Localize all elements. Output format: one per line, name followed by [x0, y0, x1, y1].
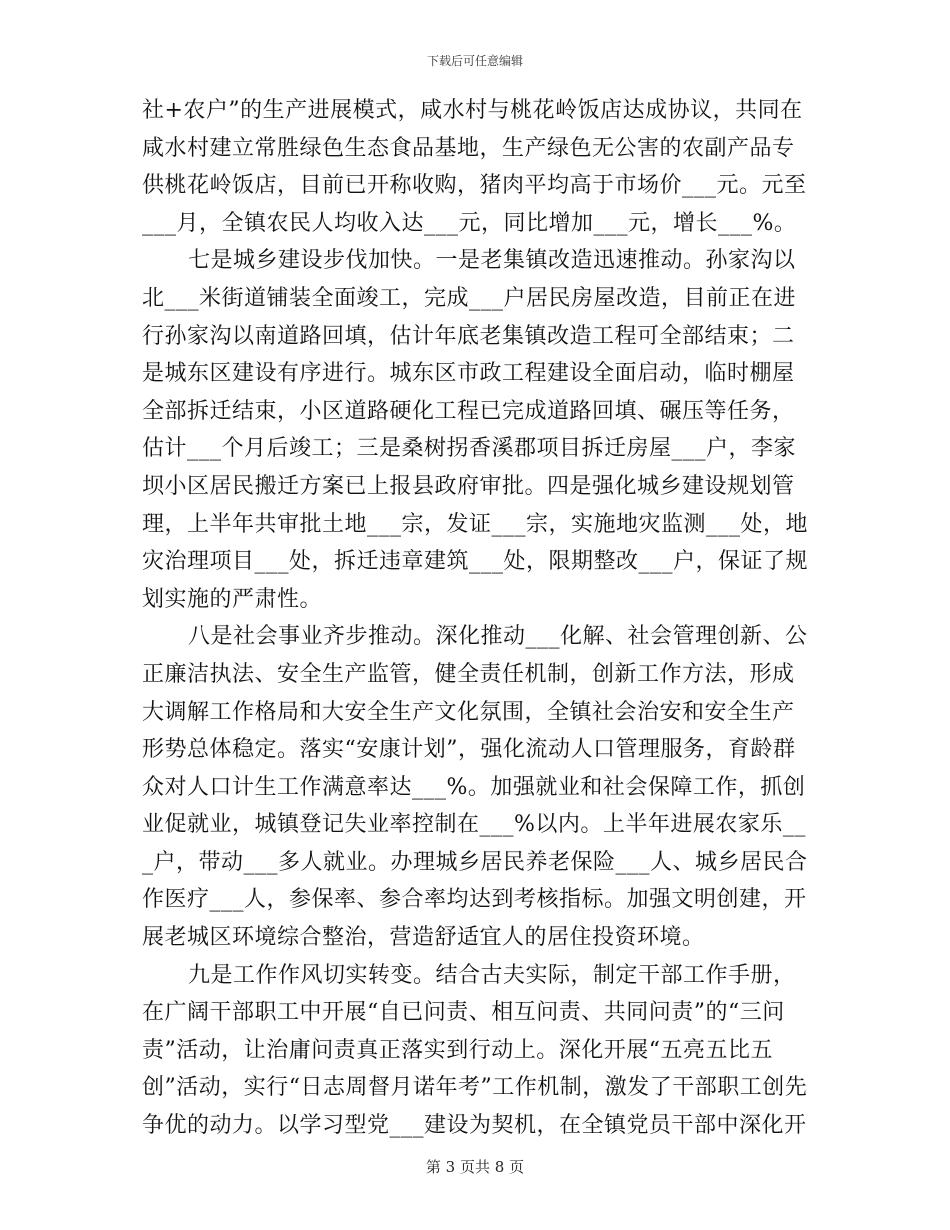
- paragraph-work-style: 九是工作作风切实转变。结合古夫实际，制定干部工作手册，在广阔干部职工中开展“自已问责、相互问责、共同问责”的“三问责”活动，让治庸问责真正落实到行动上。深化开展“五亮五比五创”活动，实行“日志周督月诺年考”工作机制，激发了干部职工创先争优的动力。以学习型党___建设为契机，在全镇党员干部中深化开: [142, 962, 808, 1139]
- paragraph-social-affairs: 八是社会事业齐步推动。深化推动___化解、社会管理创新、公正廉洁执法、安全生产监管，健全责任机制，创新工作方法，形成大调解工作格局和大安全生产文化氛围，全镇社会治安和安全生产形势总体稳定。落实“安康计划”，强化流动人口管理服务，育龄群众对人口计生工作满意率达___%。加强就业和社会保障工作，抓创业促就业，城镇登记失业率控制在___%以内。上半年进展农家乐___户，带动___多人就业。办理城乡居民养老保险___人、城乡居民合作医疗___人，参保率、参合率均达到考核指标。加强文明创建，开展老城区环境综合整治，营造舒适宜人的居住投资环境。: [142, 624, 808, 951]
- page-header: 下载后可任意编辑: [426, 54, 523, 68]
- paragraph-continuation: 社+农户”的生产进展模式，咸水村与桃花岭饭店达成协议，共同在咸水村建立常胜绿色生态食品基地，生产绿色无公害的农副产品专供桃花岭饭店，目前已开称收购，猪肉平均高于市场价___元。元至___月，全镇农民人均收入达___元，同比增加___元，增长___%。: [142, 98, 807, 236]
- paragraph-urban-construction: 七是城乡建设步伐加快。一是老集镇改造迅速推动。孙家沟以北___米街道铺装全面竣工，完成___户居民房屋改造，目前正在进行孙家沟以南道路回填，估计年底老集镇改造工程可全部结束；二是城东区建设有序进行。城东区市政工程建设全面启动，临时棚屋全部拆迁结束，小区道路硬化工程已完成道路回填、碾压等任务，估计___个月后竣工；三是桑树拐香溪郡项目拆迁房屋___户，李家坝小区居民搬迁方案已上报县政府审批。四是强化城乡建设规划管理，上半年共审批土地___宗，发证___宗，实施地灾监测___处，地灾治理项目___处，拆迁违章建筑___处，限期整改___户，保证了规划实施的严肃性。: [142, 248, 809, 612]
- page-number-footer: 第 3 页共 8 页: [425, 1158, 525, 1176]
- document-body: [142, 92, 808, 1145]
